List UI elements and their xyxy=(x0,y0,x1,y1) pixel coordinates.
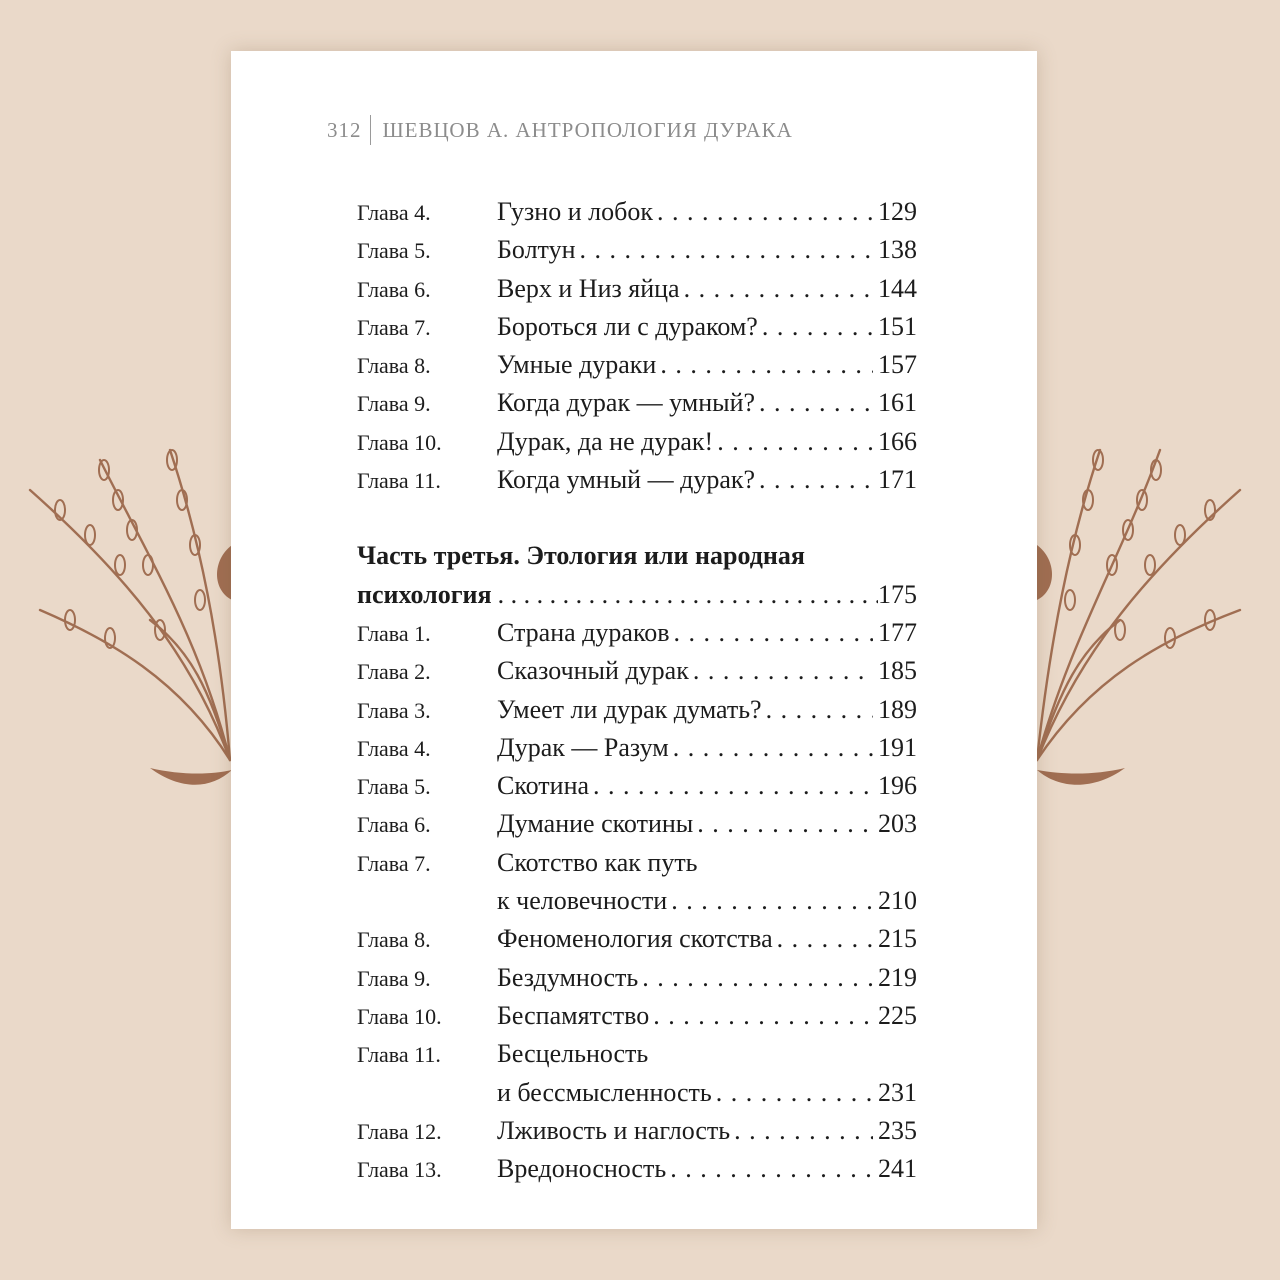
chapter-title: Бороться ли с дураком? xyxy=(497,311,758,341)
chapter-label: Глава 4. xyxy=(357,200,431,225)
chapter-title: Дурак, да не дурак! xyxy=(497,426,714,456)
leader-dots xyxy=(589,771,873,801)
toc-entry xyxy=(357,235,917,273)
leader-dots xyxy=(773,924,873,954)
toc-entry xyxy=(357,350,917,388)
leader-dots xyxy=(670,618,873,648)
chapter-label: Глава 2. xyxy=(357,659,431,685)
toc-entry xyxy=(357,427,917,465)
running-title: ШЕВЦОВ А. АНТРОПОЛОГИЯ ДУРАКА xyxy=(382,117,793,142)
chapter-page-number: 138 xyxy=(878,235,917,265)
chapter-title: Верх и Низ яйца xyxy=(497,273,680,303)
chapter-page-number: 144 xyxy=(878,273,917,303)
toc-entry xyxy=(357,388,917,426)
chapter-title: Феноменология скотства xyxy=(497,924,773,954)
leader-dots xyxy=(638,963,873,993)
leader-dots xyxy=(713,427,873,457)
toc-entry xyxy=(357,1001,917,1039)
chapter-title: Болтун xyxy=(497,235,576,265)
running-header xyxy=(327,115,793,145)
chapter-label: Глава 6. xyxy=(357,812,431,838)
table-of-contents xyxy=(357,197,917,1192)
chapter-page-number: 161 xyxy=(878,388,917,418)
toc-entry xyxy=(357,274,917,312)
chapter-label: Глава 10. xyxy=(357,429,442,455)
chapter-page-number: 231 xyxy=(878,1077,917,1107)
chapter-label: Глава 7. xyxy=(357,314,431,340)
chapter-page-number: 151 xyxy=(878,311,917,341)
part-heading xyxy=(357,541,917,579)
chapter-label: Глава 8. xyxy=(357,353,431,379)
chapter-page-number: 196 xyxy=(878,771,917,801)
leader-dots xyxy=(755,465,873,495)
chapter-title: Гузно и лобок xyxy=(497,197,653,226)
chapter-page-number: 185 xyxy=(878,656,917,686)
chapter-title: Дурак — Разум xyxy=(497,732,669,762)
toc-entry xyxy=(357,465,917,503)
chapter-title: Бесцельность xyxy=(497,1039,649,1069)
chapter-title: Умеет ли дурак думать? xyxy=(497,694,762,724)
chapter-label: Глава 11. xyxy=(357,1042,441,1068)
chapter-page-number: 215 xyxy=(878,924,917,954)
chapter-page-number: 235 xyxy=(878,1115,917,1145)
toc-entry xyxy=(357,1039,917,1077)
chapter-label: Глава 13. xyxy=(357,1157,442,1183)
page-number: 312 xyxy=(327,117,362,142)
leader-dots xyxy=(492,580,878,610)
part-heading-line2 xyxy=(357,580,917,618)
toc-entry xyxy=(357,1116,917,1154)
chapter-title-line2: и бессмысленность xyxy=(497,1077,712,1107)
leader-dots xyxy=(576,235,874,265)
leader-dots xyxy=(730,1116,873,1146)
toc-entry xyxy=(357,963,917,1001)
chapter-label: Глава 12. xyxy=(357,1118,442,1144)
leader-dots xyxy=(689,656,873,686)
chapter-label: Глава 6. xyxy=(357,276,431,302)
toc-entry-continuation xyxy=(357,1078,917,1116)
header-divider xyxy=(370,115,371,145)
toc-entry xyxy=(357,695,917,733)
leader-dots xyxy=(762,695,873,725)
toc-section-part-three xyxy=(357,618,917,1192)
toc-entry xyxy=(357,618,917,656)
chapter-label: Глава 11. xyxy=(357,468,441,494)
part-page-number: 175 xyxy=(878,579,917,609)
chapter-title: Умные дураки xyxy=(497,350,657,380)
chapter-label: Глава 5. xyxy=(357,238,431,264)
toc-entry xyxy=(357,809,917,847)
chapter-label: Глава 1. xyxy=(357,620,431,646)
chapter-label: Глава 9. xyxy=(357,965,431,991)
leader-dots xyxy=(712,1078,873,1108)
chapter-page-number: 157 xyxy=(878,350,917,380)
part-title-line1: Часть третья. Этология или народная xyxy=(357,541,805,571)
leader-dots xyxy=(680,274,873,304)
book-page xyxy=(231,51,1037,1229)
leader-dots xyxy=(653,197,873,227)
chapter-page-number: 241 xyxy=(878,1154,917,1184)
chapter-title: Сказочный дурак xyxy=(497,656,689,686)
chapter-title: Страна дураков xyxy=(497,617,670,647)
leader-dots xyxy=(667,886,873,916)
chapter-page-number: 166 xyxy=(878,426,917,456)
chapter-title: Когда дурак — умный? xyxy=(497,388,756,418)
leader-dots xyxy=(669,733,873,763)
chapter-title: Бездумность xyxy=(497,962,639,992)
leader-dots xyxy=(758,312,873,342)
toc-entry-continuation xyxy=(357,886,917,924)
chapter-title: Лживость и наглость xyxy=(497,1115,731,1145)
chapter-page-number: 171 xyxy=(878,465,917,495)
chapter-label: Глава 8. xyxy=(357,927,431,953)
chapter-label: Глава 9. xyxy=(357,391,431,417)
chapter-page-number: 191 xyxy=(878,732,917,762)
chapter-label: Глава 4. xyxy=(357,735,431,761)
leader-dots xyxy=(649,1001,873,1031)
toc-entry xyxy=(357,848,917,886)
toc-entry xyxy=(357,1154,917,1192)
chapter-title: Думание скотины xyxy=(497,809,694,839)
toc-entry xyxy=(357,924,917,962)
chapter-label: Глава 5. xyxy=(357,774,431,800)
chapter-title: Скотина xyxy=(497,771,590,801)
part-title-line2: психология xyxy=(357,579,492,609)
chapter-title: Скотство как путь xyxy=(497,847,698,877)
chapter-page-number: 225 xyxy=(878,1000,917,1030)
chapter-title-line2: к человечности xyxy=(497,886,668,916)
toc-entry xyxy=(357,197,917,235)
chapter-title: Когда умный — дурак? xyxy=(497,465,756,495)
chapter-label: Глава 10. xyxy=(357,1003,442,1029)
leader-dots xyxy=(755,388,873,418)
toc-entry xyxy=(357,656,917,694)
chapter-label: Глава 3. xyxy=(357,697,431,723)
chapter-page-number: 219 xyxy=(878,962,917,992)
leader-dots xyxy=(656,350,873,380)
leader-dots xyxy=(693,809,873,839)
chapter-page-number: 189 xyxy=(878,694,917,724)
chapter-page-number: 129 xyxy=(878,197,917,226)
chapter-page-number: 203 xyxy=(878,809,917,839)
toc-entry xyxy=(357,771,917,809)
leader-dots xyxy=(666,1154,873,1184)
chapter-label: Глава 7. xyxy=(357,850,431,876)
chapter-title: Беспамятство xyxy=(497,1000,650,1030)
chapter-page-number: 210 xyxy=(878,886,917,916)
toc-entry xyxy=(357,312,917,350)
chapter-title: Вредоносность xyxy=(497,1154,667,1184)
toc-section-part-two xyxy=(357,197,917,503)
chapter-page-number: 177 xyxy=(878,617,917,647)
toc-entry xyxy=(357,733,917,771)
